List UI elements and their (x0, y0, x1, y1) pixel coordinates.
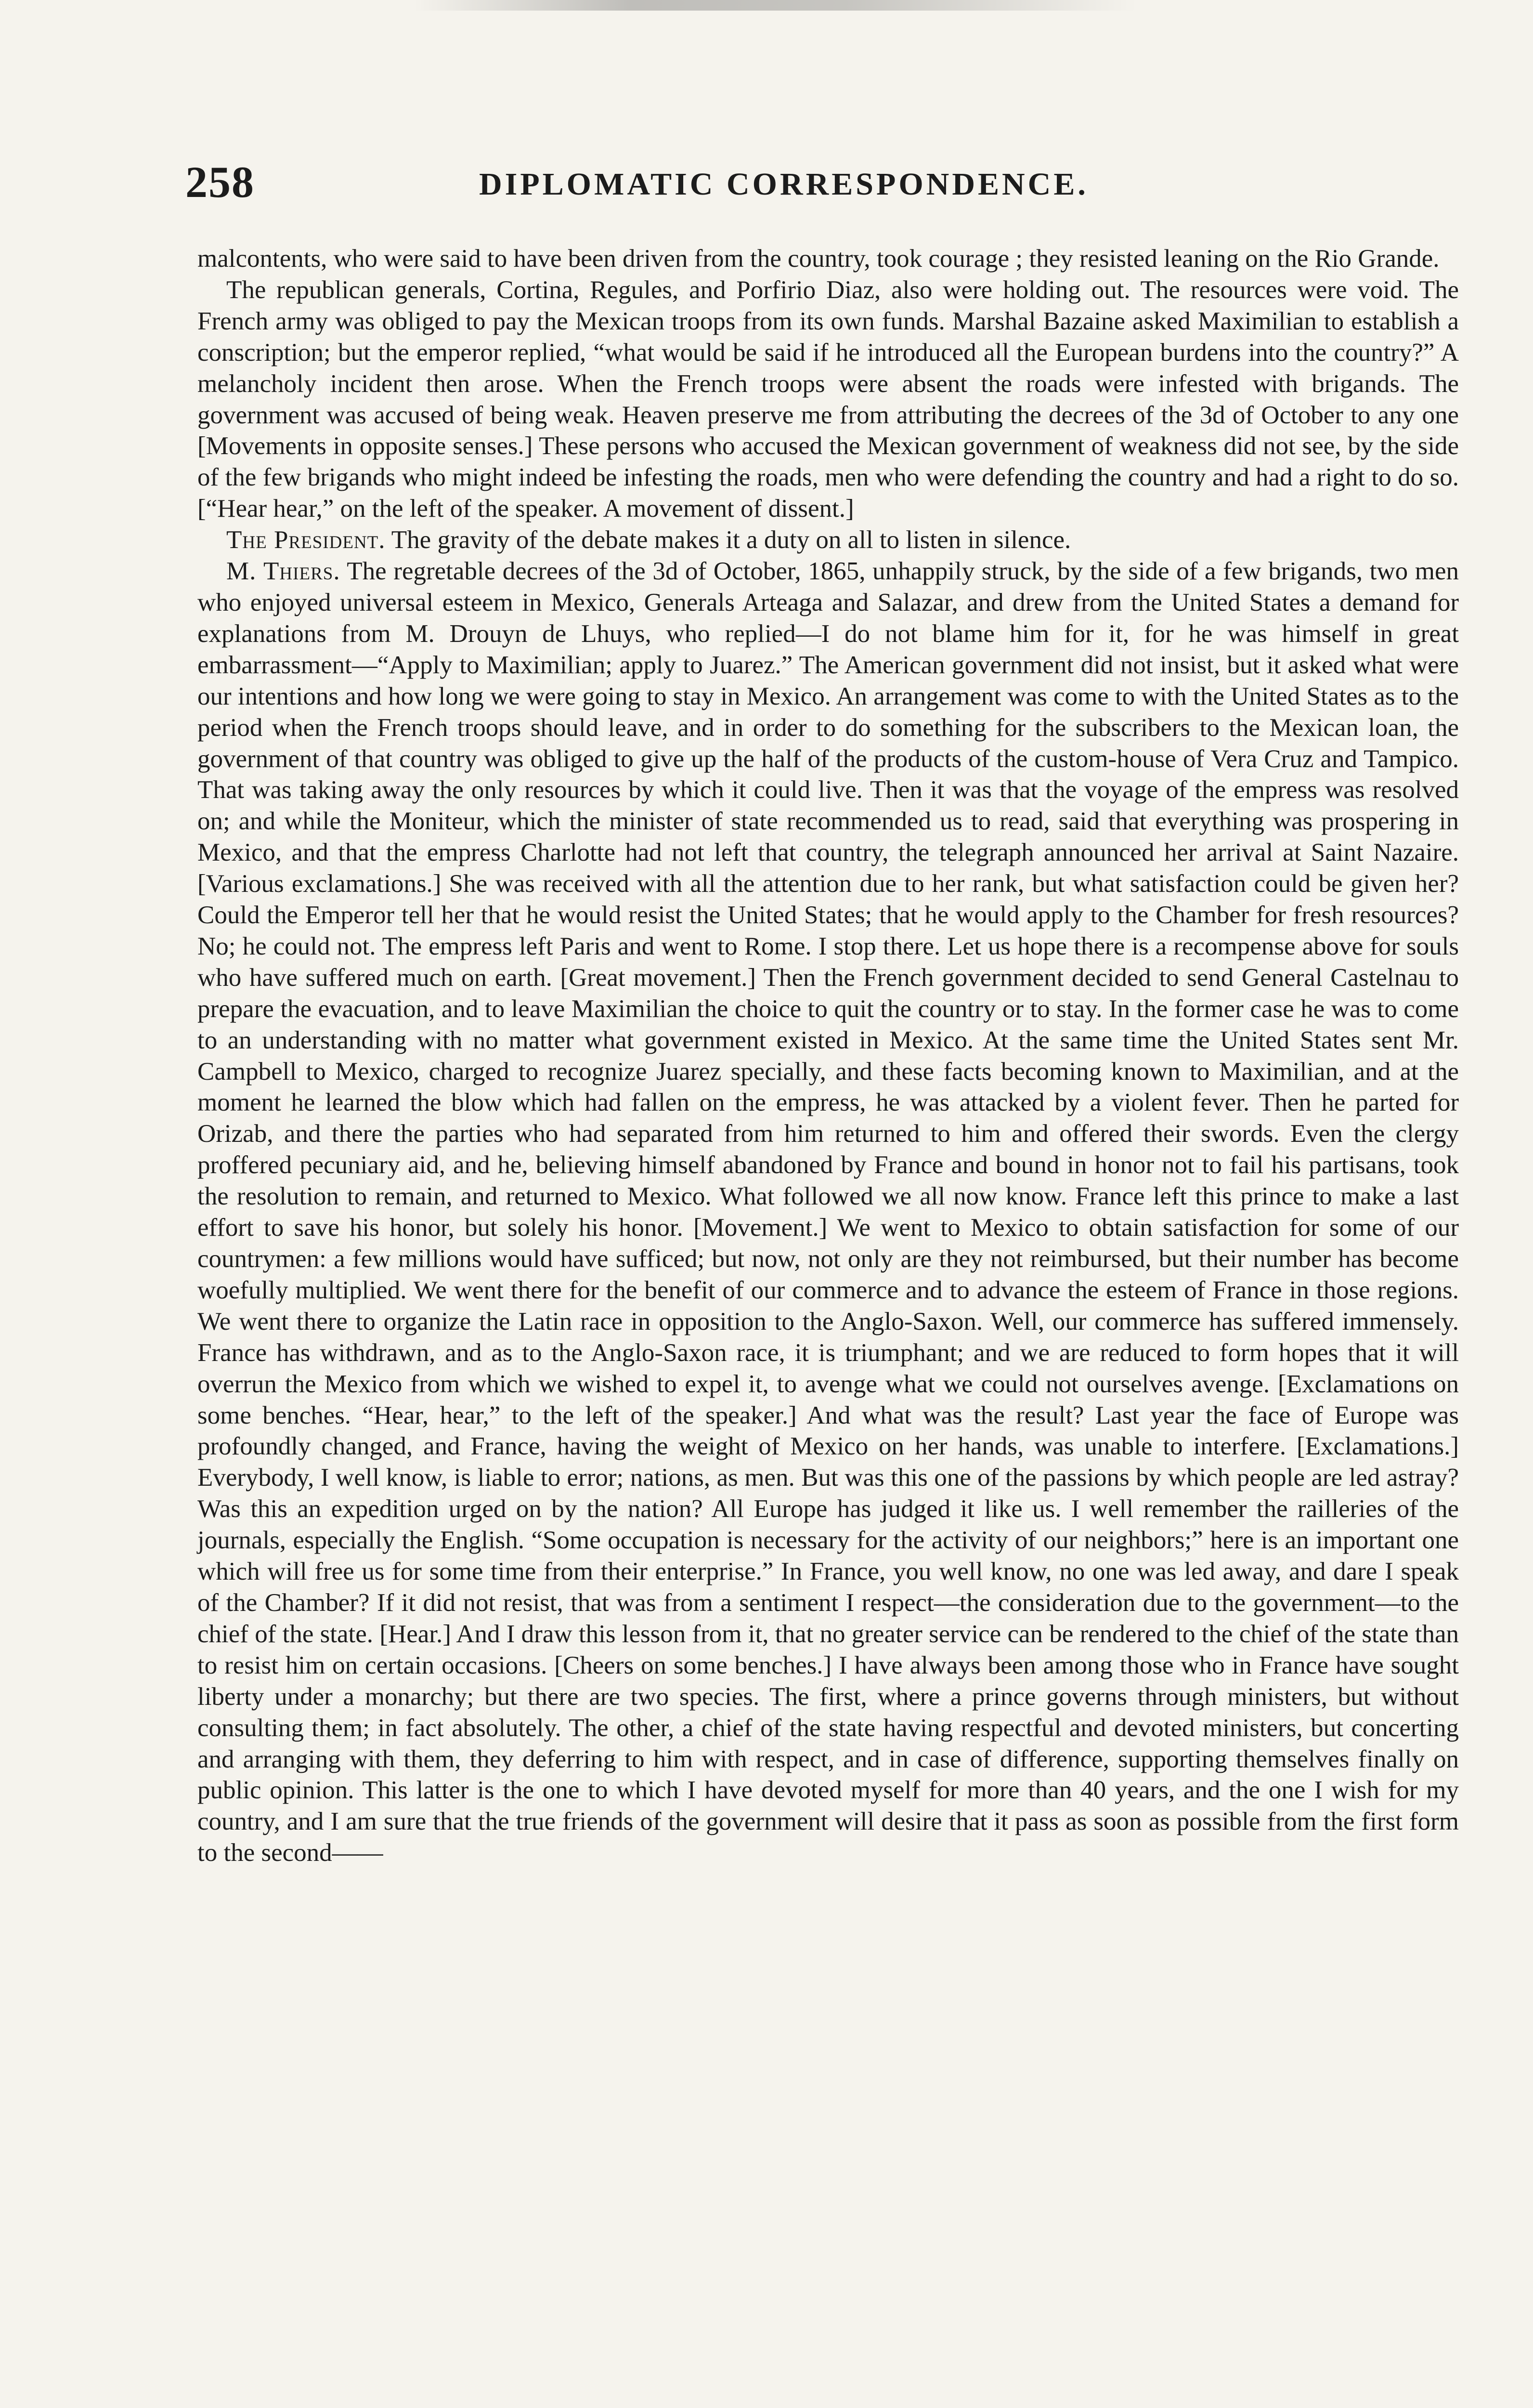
paragraph-text: malcontents, who were said to have been driven from the country, took courage ; they resisted leaning on the Rio Grande. (197, 245, 1440, 273)
paragraph-continued (197, 243, 1459, 275)
body-text (197, 243, 1459, 1869)
paragraph-thiers (197, 556, 1459, 1869)
speaker-name: The President. (226, 526, 386, 554)
paragraph (197, 275, 1459, 524)
scan-artifact (414, 0, 1136, 11)
running-head: DIPLOMATIC CORRESPONDENCE. (479, 167, 1089, 202)
paragraph-text: The regretable decrees of the 3d of October, 1865, unhappily struck, by the side of a few brigands, two men who enjoyed universal esteem in Mexico, Generals Arteaga and Salazar, and drew from the United States a demand for explanations from M. Drouyn de Lhuys, who replied—I do not blame him for it, for he was himself in great embarrassment—“Apply to Maximilian; apply to Juarez.” The American government did not insist, but it asked what were our intentions and how long we were going to stay in Mexico. An arrangement was come to with the United States as to the period when the French troops should leave, and in order to do something for the subscribers to the Mexican loan, the government of that country was obliged to give up the half of the products of the custom-house of Vera Cruz and Tampico. That was taking away the only resources by which it could live. Then it was that the voyage of the empress was resolved on; and while the Moniteur, which the minister of state recommended us to read, said that everything was prospering in Mexico, and that the empress Charlotte had not left that country, the telegraph announced her arrival at Saint Nazaire. [Various exclamations.] She was received with all the attention due to her rank, but what satisfaction could be given her? Could the Emperor tell her that he would resist the United States; that he would apply to the Chamber for fresh resources? No; he could not. The empress left Paris and went to Rome. I stop there. Let us hope there is a recompense above for souls who have suffered much on earth. [Great movement.] Then the French government decided to send General Castelnau to prepare the evacuation, and to leave Maximilian the choice to quit the country or to stay. In the former case he was to come to an understanding with no matter what government existed in Mexico. At the same time the United States sent Mr. Campbell to Mexico, charged to recognize Juarez specially, and these facts becoming known to Maximilian, and at the moment he learned the blow which had fallen on the empress, he was attacked by a violent fever. Then he parted for Orizab, and there the parties who had separated from him returned to him and offered their swords. Even the clergy proffered pecuniary aid, and he, believing himself abandoned by France and bound in honor not to fail his partisans, took the resolution to remain, and returned to Mexico. What followed we all now know. France left this prince to make a last effort to save his honor, but solely his honor. [Movement.] We went to Mexico to obtain satisfaction for some of our countrymen: a few millions would have sufficed; but now, not only are they not reimbursed, but their number has become woefully multiplied. We went there for the benefit of our commerce and to advance the esteem of France in those regions. We went there to organize the Latin race in opposition to the Anglo-Saxon. Well, our commerce has suffered immensely. France has withdrawn, and as to the Anglo-Saxon race, it is triumphant; and we are reduced to form hopes that it will overrun the Mexico from which we wished to expel it, to avenge what we could not ourselves avenge. [Exclamations on some benches. “Hear, hear,” to the left of the speaker.] And what was the result? Last year the face of Europe was profoundly changed, and France, having the weight of Mexico on her hands, was unable to interfere. [Exclamations.] Everybody, I well know, is liable to error; nations, as men. But was this one of the passions by which people are led astray? Was this an expedition urged on by the nation? All Europe has judged it like us. I well remember the railleries of the journals, especially the English. “Some occupation is necessary for the activity of our neighbors;” here is an important one which will free us for some time from their enterprise.” In France, you well know, no one was led away, and dare I speak of the Chamber? If it did not resist, that was from a sentiment I respect—the consideration due to the government—to the chief of the state. [Hear.] And I draw this lesson from it, that no greater service can be rendered to the chief of the state than to resist him on certain occasions. [Cheers on some benches.] I have always been among those who in France have sought liberty under a monarchy; but there are two species. The first, where a prince governs through ministers, but without consulting them; in fact absolutely. The other, a chief of the state having respectful and devoted ministers, but concerting and arranging with them, they deferring to him with respect, and in case of difference, supporting themselves finally on public opinion. This latter is the one to which I have devoted myself for more than 40 years, and the one I wish for my country, and I am sure that the true friends of the government will desire that it pass as soon as possible from the first form to the second—— (197, 557, 1459, 1867)
page-number: 258 (185, 157, 255, 207)
speaker-name: M. Thiers. (226, 557, 340, 586)
page-header (185, 153, 1476, 211)
paragraph-text: The republican generals, Cortina, Regules, and Porfirio Diaz, also were holding out. The resources were void. The French army was obliged to pay the Mexican troops from its own funds. Marshal Bazaine asked Maximilian to establish a conscription; but the emperor replied, “what would be said if he introduced all the European burdens into the country?” A melancholy incident then arose. When the French troops were absent the roads were infested with brigands. The government was accused of being weak. Heaven preserve me from attributing the decrees of the 3d of October to any one [Movements in opposite senses.] These persons who accused the Mexican government of weakness did not see, by the side of the few brigands who might indeed be infesting the roads, men who were defending the country and had a right to do so. [“Hear hear,” on the left of the speaker. A movement of dissent.] (197, 275, 1459, 523)
paragraph-president (197, 524, 1459, 556)
paragraph-text: The gravity of the debate makes it a duty on all to listen in silence. (391, 526, 1071, 554)
